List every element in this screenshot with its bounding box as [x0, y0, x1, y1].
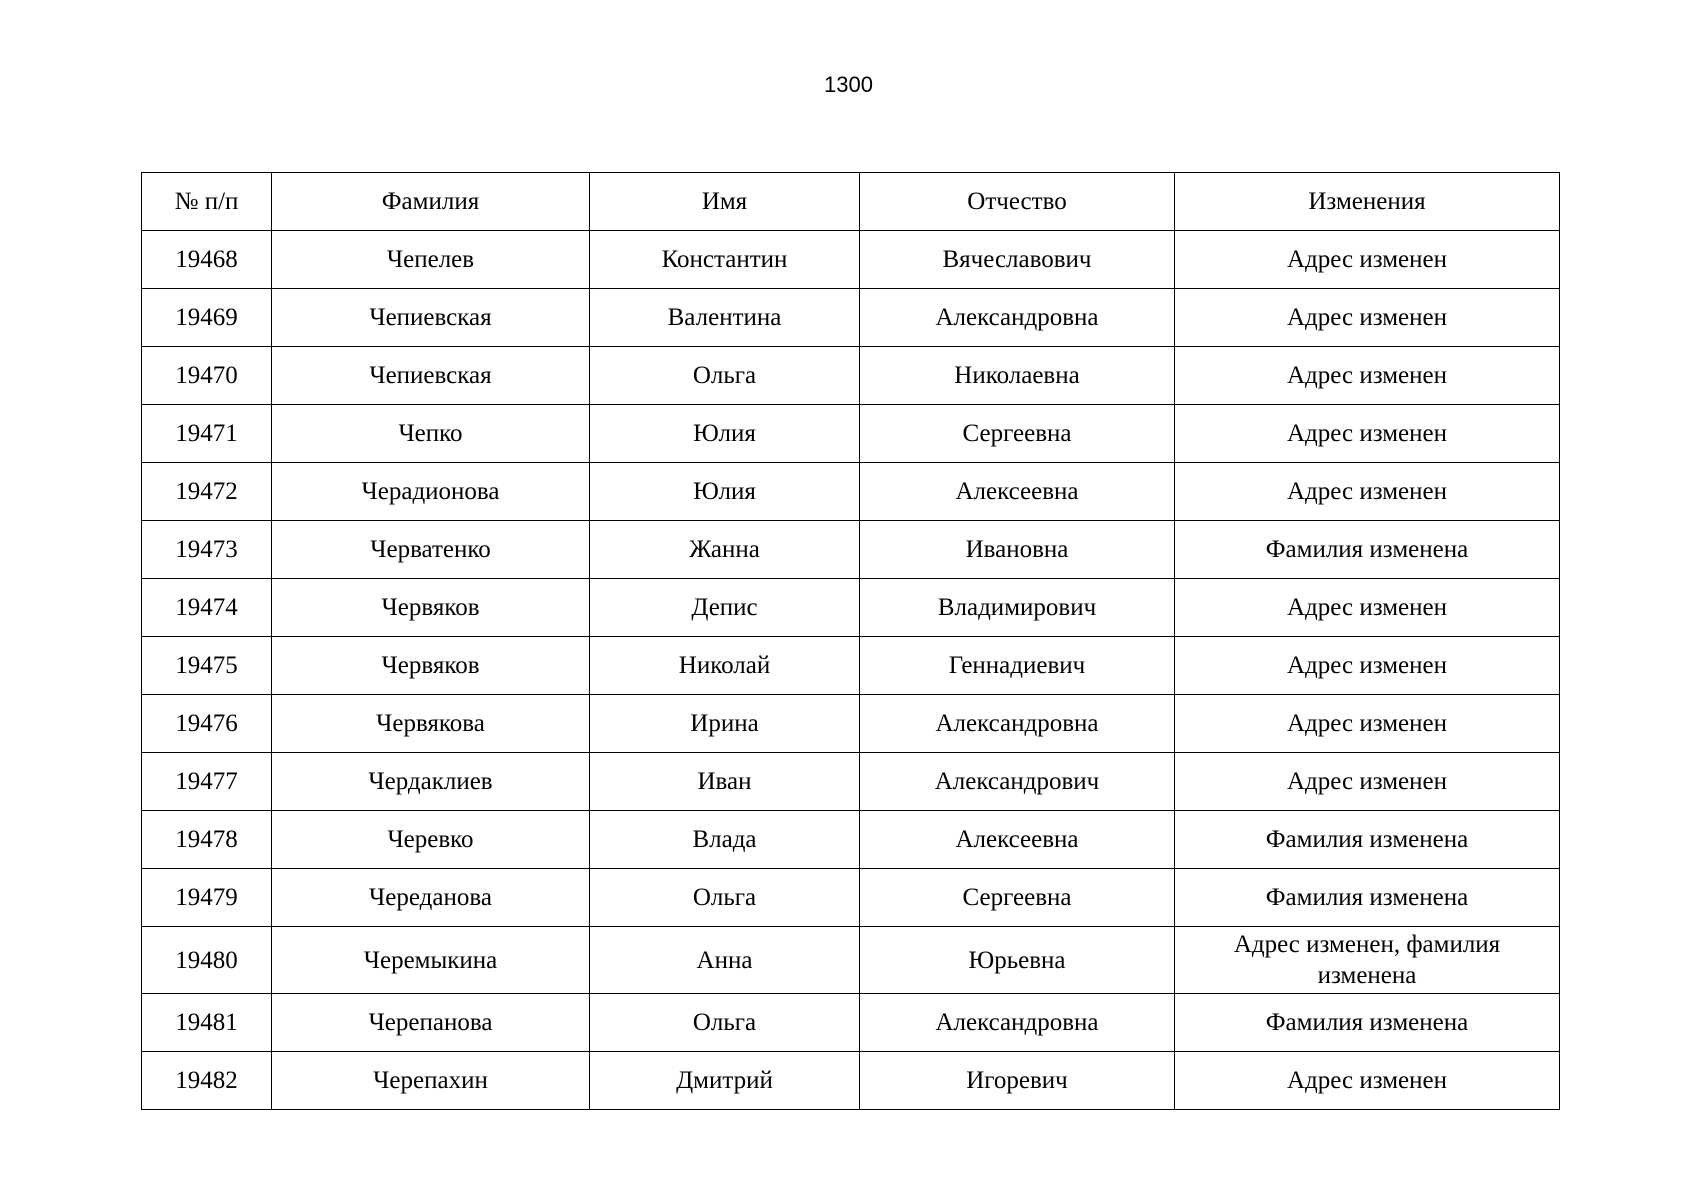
cell-last-name: Черепахин — [272, 1052, 590, 1110]
table-row — [142, 405, 1560, 463]
cell-last-name: Черадионова — [272, 463, 590, 521]
cell-num: 19481 — [142, 994, 272, 1052]
cell-patronymic: Геннадиевич — [860, 637, 1175, 695]
cell-num: 19474 — [142, 579, 272, 637]
table-row — [142, 927, 1560, 994]
cell-last-name: Червяков — [272, 637, 590, 695]
header-num: № п/п — [142, 173, 272, 231]
cell-last-name: Черватенко — [272, 521, 590, 579]
header-last-name: Фамилия — [272, 173, 590, 231]
cell-patronymic: Алексеевна — [860, 811, 1175, 869]
cell-changes: Адрес изменен — [1175, 347, 1560, 405]
cell-num: 19471 — [142, 405, 272, 463]
cell-changes: Фамилия изменена — [1175, 521, 1560, 579]
cell-num: 19470 — [142, 347, 272, 405]
cell-changes: Фамилия изменена — [1175, 869, 1560, 927]
cell-patronymic: Сергеевна — [860, 869, 1175, 927]
registry-table — [141, 172, 1560, 1110]
cell-last-name: Черемыкина — [272, 927, 590, 994]
table-row — [142, 231, 1560, 289]
cell-last-name: Чердаклиев — [272, 753, 590, 811]
table-row — [142, 1052, 1560, 1110]
cell-num: 19475 — [142, 637, 272, 695]
cell-changes: Адрес изменен — [1175, 405, 1560, 463]
cell-first-name: Иван — [590, 753, 860, 811]
cell-num: 19476 — [142, 695, 272, 753]
cell-first-name: Валентина — [590, 289, 860, 347]
cell-first-name: Влада — [590, 811, 860, 869]
cell-changes: Фамилия изменена — [1175, 811, 1560, 869]
cell-patronymic: Игоревич — [860, 1052, 1175, 1110]
page-number: 1300 — [824, 72, 873, 97]
table-row — [142, 347, 1560, 405]
cell-num: 19472 — [142, 463, 272, 521]
cell-changes: Адрес изменен — [1175, 1052, 1560, 1110]
cell-first-name: Ольга — [590, 869, 860, 927]
cell-num: 19482 — [142, 1052, 272, 1110]
cell-last-name: Черевко — [272, 811, 590, 869]
cell-first-name: Николай — [590, 637, 860, 695]
cell-changes: Адрес изменен — [1175, 753, 1560, 811]
cell-changes: Адрес изменен — [1175, 231, 1560, 289]
cell-num: 19480 — [142, 927, 272, 994]
cell-first-name: Юлия — [590, 405, 860, 463]
cell-num: 19473 — [142, 521, 272, 579]
cell-first-name: Дмитрий — [590, 1052, 860, 1110]
cell-last-name: Червякова — [272, 695, 590, 753]
cell-patronymic: Юрьевна — [860, 927, 1175, 994]
cell-patronymic: Александрович — [860, 753, 1175, 811]
table-row — [142, 579, 1560, 637]
cell-patronymic: Вячеславович — [860, 231, 1175, 289]
cell-patronymic: Ивановна — [860, 521, 1175, 579]
header-first-name: Имя — [590, 173, 860, 231]
cell-patronymic: Владимирович — [860, 579, 1175, 637]
cell-num: 19469 — [142, 289, 272, 347]
cell-num: 19468 — [142, 231, 272, 289]
cell-last-name: Червяков — [272, 579, 590, 637]
table-row — [142, 637, 1560, 695]
cell-first-name: Депис — [590, 579, 860, 637]
table-row — [142, 695, 1560, 753]
cell-last-name: Чепиевская — [272, 289, 590, 347]
cell-patronymic: Сергеевна — [860, 405, 1175, 463]
cell-patronymic: Александровна — [860, 289, 1175, 347]
table-header-row — [142, 173, 1560, 231]
cell-changes: Адрес изменен, фамилия изменена — [1175, 927, 1560, 994]
table-row — [142, 289, 1560, 347]
cell-num: 19478 — [142, 811, 272, 869]
table-row — [142, 811, 1560, 869]
cell-changes: Фамилия изменена — [1175, 994, 1560, 1052]
cell-first-name: Константин — [590, 231, 860, 289]
cell-last-name: Черепанова — [272, 994, 590, 1052]
cell-changes: Адрес изменен — [1175, 637, 1560, 695]
table-row — [142, 463, 1560, 521]
cell-num: 19479 — [142, 869, 272, 927]
table-row — [142, 869, 1560, 927]
cell-first-name: Юлия — [590, 463, 860, 521]
cell-last-name: Чепиевская — [272, 347, 590, 405]
cell-first-name: Ольга — [590, 994, 860, 1052]
cell-patronymic: Александровна — [860, 695, 1175, 753]
cell-last-name: Чепко — [272, 405, 590, 463]
cell-changes: Адрес изменен — [1175, 695, 1560, 753]
cell-first-name: Анна — [590, 927, 860, 994]
cell-patronymic: Александровна — [860, 994, 1175, 1052]
cell-changes: Адрес изменен — [1175, 579, 1560, 637]
cell-last-name: Чепелев — [272, 231, 590, 289]
header-changes: Изменения — [1175, 173, 1560, 231]
cell-last-name: Череданова — [272, 869, 590, 927]
cell-patronymic: Алексеевна — [860, 463, 1175, 521]
cell-changes: Адрес изменен — [1175, 289, 1560, 347]
table-row — [142, 753, 1560, 811]
table-row — [142, 521, 1560, 579]
cell-first-name: Ольга — [590, 347, 860, 405]
header-patronymic: Отчество — [860, 173, 1175, 231]
cell-changes: Адрес изменен — [1175, 463, 1560, 521]
cell-first-name: Ирина — [590, 695, 860, 753]
cell-first-name: Жанна — [590, 521, 860, 579]
cell-patronymic: Николаевна — [860, 347, 1175, 405]
table-row — [142, 994, 1560, 1052]
cell-num: 19477 — [142, 753, 272, 811]
